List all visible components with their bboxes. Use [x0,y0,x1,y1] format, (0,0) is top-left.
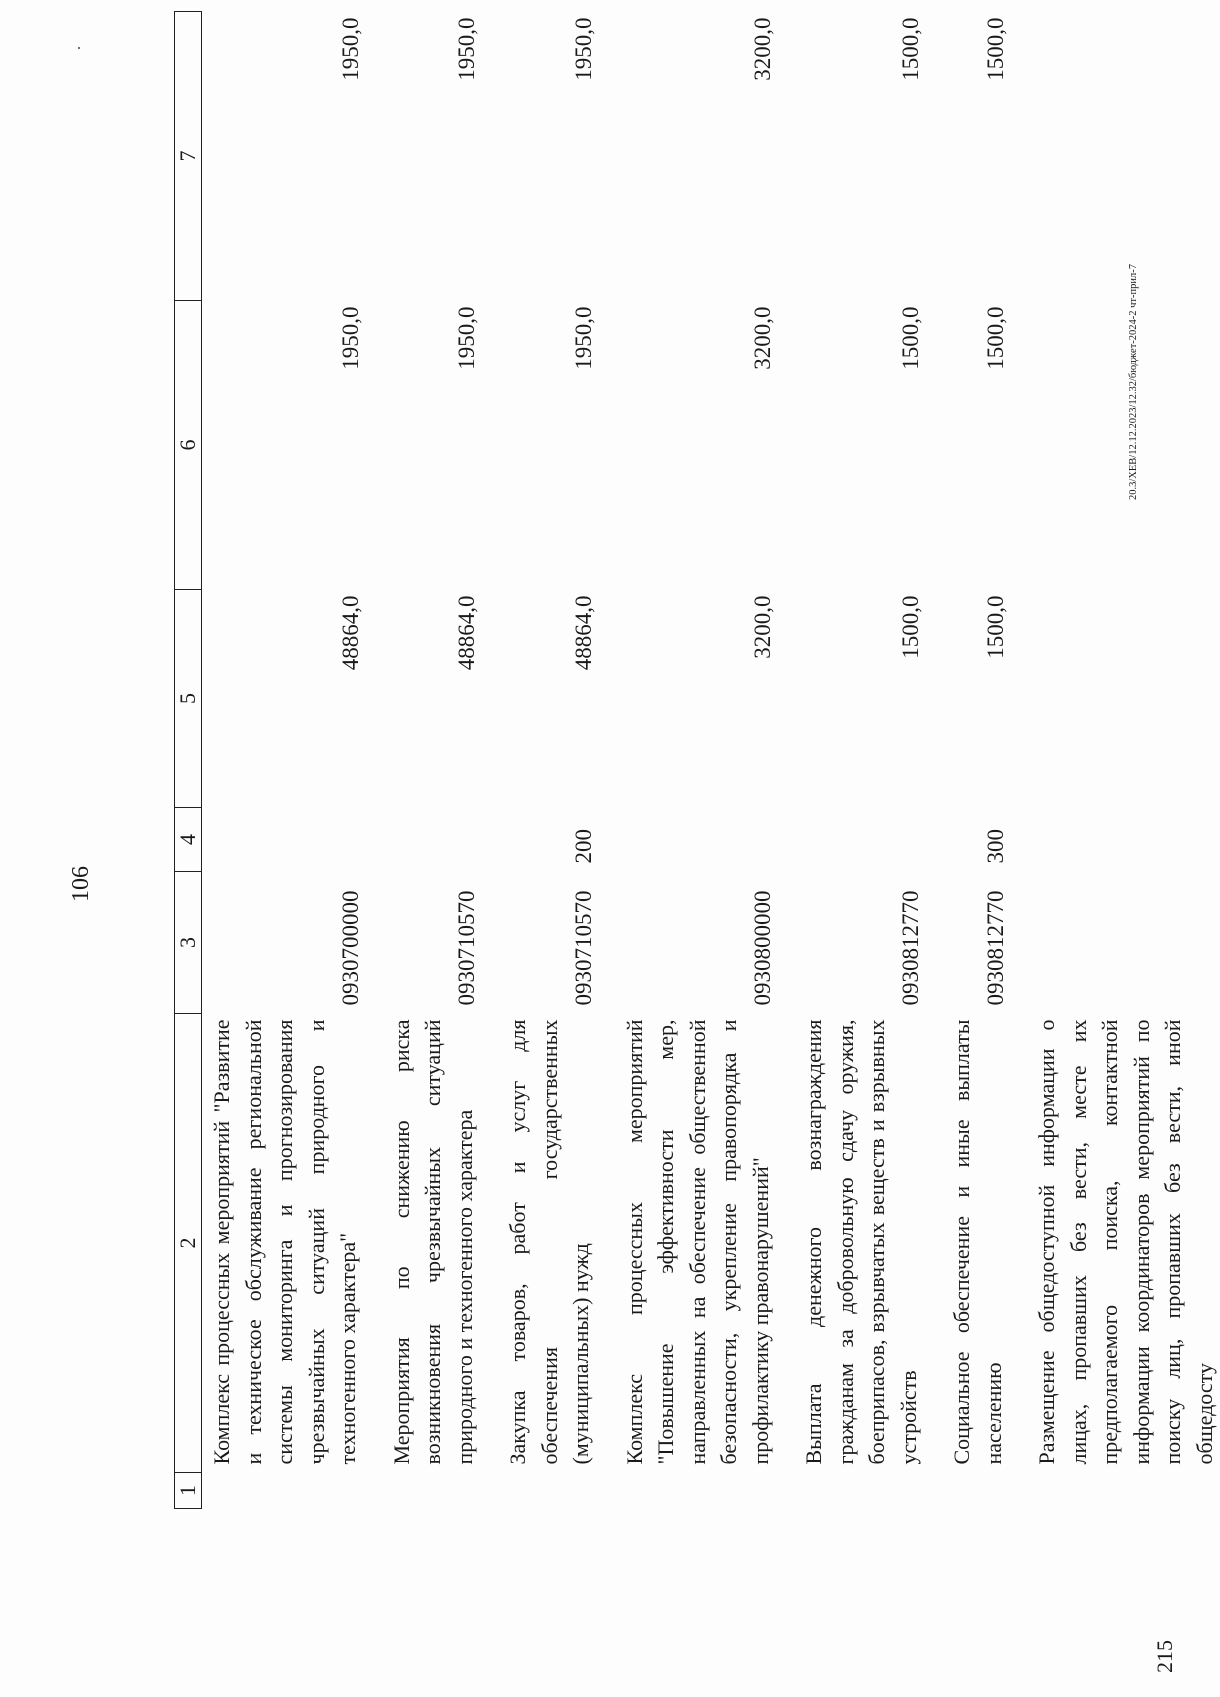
table-row [794,12,942,1509]
row-col5: 48864,0 [337,595,363,671]
row-description: Выплата денежного вознаграждения гражданам за добровольную сдачу оружия, боеприпасов, взрывчатых веществ и взрывных устройств [801,1019,921,1465]
col-header-7: 7 [175,12,202,301]
col-header-5: 5 [175,590,202,808]
row-col6: 3200,0 [750,306,775,370]
row-description: Мероприятия по снижению риска возникновения чрезвычайных ситуаций природного и техногенного характера [388,1019,477,1465]
scan-speck [78,47,80,49]
page-number: 106 [68,866,94,902]
row-type [615,808,795,872]
row-col7: 1500,0 [898,17,923,81]
row-col7: 1950,0 [454,17,479,81]
row-type: 300 [983,829,1008,864]
row-code: 0930800000 [750,890,775,1006]
row-description: Размещение общедоступной информации о лицах, пропавших без вести, месте их предполагаемого поиска, контактной информации координаторов мероприятий по поиску лиц, пропавших без вести, иной общедосту [1034,1019,1217,1465]
row-col6: 1500,0 [898,306,923,370]
row-col7: 3200,0 [750,17,775,81]
row-type [202,808,382,872]
row-col5: 48864,0 [454,595,479,671]
row-description: Социальное обеспечение и иные выплаты населению [949,1019,1006,1465]
row-type [1027,808,1220,872]
header-row [175,12,202,1509]
row-col5: 1500,0 [983,595,1008,659]
table-row [942,12,1027,1509]
row-code: 0930812770 [898,890,923,1006]
row-type: 200 [570,829,596,864]
table-row [615,12,795,1509]
row-col7: 1950,0 [337,17,363,81]
col-header-1: 1 [175,1473,202,1509]
table-row [202,12,382,1509]
row-col6: 1500,0 [983,306,1008,370]
row-col6: 1950,0 [454,306,479,370]
row-col7: 1500,0 [983,17,1008,81]
row-description: Комплекс процессных мероприятий "Повышение эффективности мер, направленных на обеспечение общественной безопасности, укрепление правопорядка и профилактику правонарушений" [621,1019,773,1465]
row-type [382,808,499,872]
row-col5: 1500,0 [898,595,923,659]
table-row [498,12,615,1509]
row-col5: 3200,0 [750,595,775,659]
row-col6: 1950,0 [570,306,596,370]
row-code: 0930710570 [454,890,479,1006]
row-code: 0930710570 [570,890,596,1006]
col-header-4: 4 [175,808,202,872]
row-type [794,808,942,872]
row-code: 0930700000 [337,890,363,1006]
budget-table [174,11,1220,1509]
row-col6: 1950,0 [337,306,363,370]
col-header-3: 3 [175,872,202,1014]
row-code: 0930812770 [983,890,1008,1006]
row-description: Комплекс процессных мероприятий "Развитие и техническое обслуживание региональной системы мониторинга и прогнозирования чрезвычайных ситуаций природного и техногенного характера" [209,1019,360,1465]
row-col5: 48864,0 [570,595,596,671]
document-code: 20.3/XEB/12.12.2023/12.32/бюджет-2024-2 чт-прил-7 [1128,264,1139,500]
table-row [382,12,499,1509]
table-row [1027,12,1220,1509]
col-header-2: 2 [175,1014,202,1473]
col-header-6: 6 [175,301,202,590]
row-col7 [1027,12,1220,301]
row-col5 [1027,590,1220,808]
sheet-number: 215 [1152,1640,1177,1673]
row-description: Закупка товаров, работ и услуг для обеспечения государственных (муниципальных) нужд [505,1019,593,1465]
row-col7: 1950,0 [570,17,596,81]
row-code [1027,872,1220,1014]
row-col6 [1027,301,1220,590]
